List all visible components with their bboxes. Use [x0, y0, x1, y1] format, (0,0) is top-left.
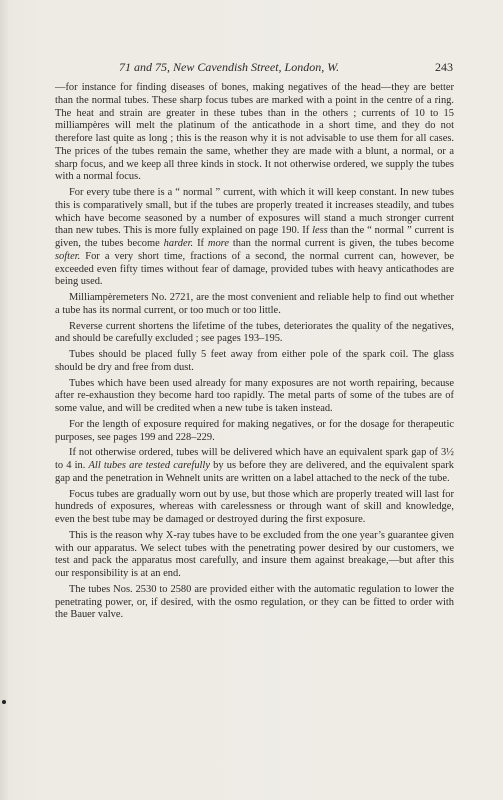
emphasis-text: more	[207, 238, 229, 249]
margin-dot	[2, 700, 6, 704]
emphasis-text: All tubes are tested carefully	[88, 460, 210, 471]
paragraph-text: —for instance for finding diseases of bones, making negatives of the head—they are better than the normal tubes. These sharp focus tubes are marked with a point in the centre of a ring. The heat and strain are greater in these tubes than in the others ; currents of 10 to 15 milliampères will melt the platinum of the anticathode in a short time, and they do not therefore last quite as long ; this is the reason why it is not advisable to use them for all cases. The prices of the tubes remain the same, whether they are made with a blunt, a normal, or a sharp focus, and we keep all three kinds in stock. It not otherwise ordered, we supply the tubes with a normal focus.	[55, 82, 454, 183]
paragraph-text: This is the reason why X-ray tubes have to be excluded from the one year’s guarantee given with our apparatus. We select tubes with the penetrating power desired by our customers, we test and pack the apparatus most carefully, and insure them against breakage,—but after this our responsibility is at an end.	[55, 529, 454, 579]
paragraph-text: For the length of exposure required for making negatives, or for the dosage for therapeutic purposes, see pages 199 and 228–229.	[55, 418, 454, 443]
paragraph-text: Tubes which have been used already for many exposures are not worth repairing, because after re-exhaustion they become hard too rapidly. The metal parts of some of the tubes are of some value, and will be credited when a new tube is taken instead.	[55, 377, 454, 414]
paragraph-text: by us before they are delivered, and the equivalent spark gap and the penetration in Wehnelt units are written on a label attached to the neck of the tube.	[55, 460, 454, 484]
paragraph-text: Tubes should be placed fully 5 feet away from either pole of the spark coil. The glass should be dry and free from dust.	[55, 349, 454, 373]
page-number: 243	[435, 60, 453, 74]
paragraph-guarantee	[55, 530, 454, 581]
paragraph-spark-gap	[55, 447, 454, 485]
paragraph-wear	[55, 489, 454, 527]
emphasis-text: harder.	[163, 238, 194, 249]
page-body	[55, 82, 454, 625]
paragraph-exposure-length	[55, 419, 454, 445]
paragraph-text: The tubes Nos. 2530 to 2580 are provided either with the automatic regulation to lower the penetrating power, or, if desired, with the osmo regulation, or they can be fitted to order with the Bauer valve.	[55, 583, 454, 621]
paragraph-tube-placement	[55, 349, 454, 375]
running-title: 71 and 75, New Cavendish Street, London, W.	[119, 60, 340, 74]
page-header	[55, 57, 453, 77]
paragraph-text: For a very short time, fractions of a second, the normal current can, however, be exceeded even fifty times without fear of damage, provided tubes with heavy anticathodes are being used.	[55, 250, 454, 288]
paragraph-focus-tubes	[55, 82, 454, 184]
emphasis-text: less	[312, 225, 328, 237]
paragraph-text: Reverse current shortens the lifetime of the tubes, deteriorates the quality of the negatives, and should be carefully excluded ; see pages 193–195.	[55, 320, 454, 345]
paragraph-text: If	[193, 238, 208, 249]
emphasis-text: softer.	[55, 250, 81, 262]
paragraph-text: than the normal current is given, the tubes become	[229, 238, 454, 249]
paragraph-reverse-current	[55, 321, 454, 347]
paragraph-text: For every tube there is a “ normal ” current, with which it will keep constant. In new tubes this is comparatively small, but if the tubes are properly treated it increases steadily, and tubes which have become seasoned by a number of exposures will stand a much stronger current than new tubes. This is more fully explained on page 190. If	[55, 187, 454, 237]
paragraph-text: If not otherwise ordered, tubes will be delivered which have an equivalent spark gap of 3½ to 4 in.	[55, 447, 454, 471]
paragraph-text: Focus tubes are gradually worn out by use, but those which are properly treated will last for hundreds of exposures, whereas with carelessness or through want of skill and knowledge, even the best tube may be damaged or destroyed during the first exposure.	[55, 488, 454, 525]
paragraph-milliamperemeters	[55, 292, 454, 318]
paragraph-repairing	[55, 378, 454, 416]
paragraph-text: than the “ normal ” current is given, the tubes become	[55, 225, 454, 249]
paragraph-normal-current	[55, 187, 454, 289]
paragraph-text: Milliampèremeters No. 2721, are the most convenient and reliable help to find out whether a tube has its normal current, or too much or too little.	[55, 292, 454, 316]
paragraph-regulation	[55, 584, 454, 622]
